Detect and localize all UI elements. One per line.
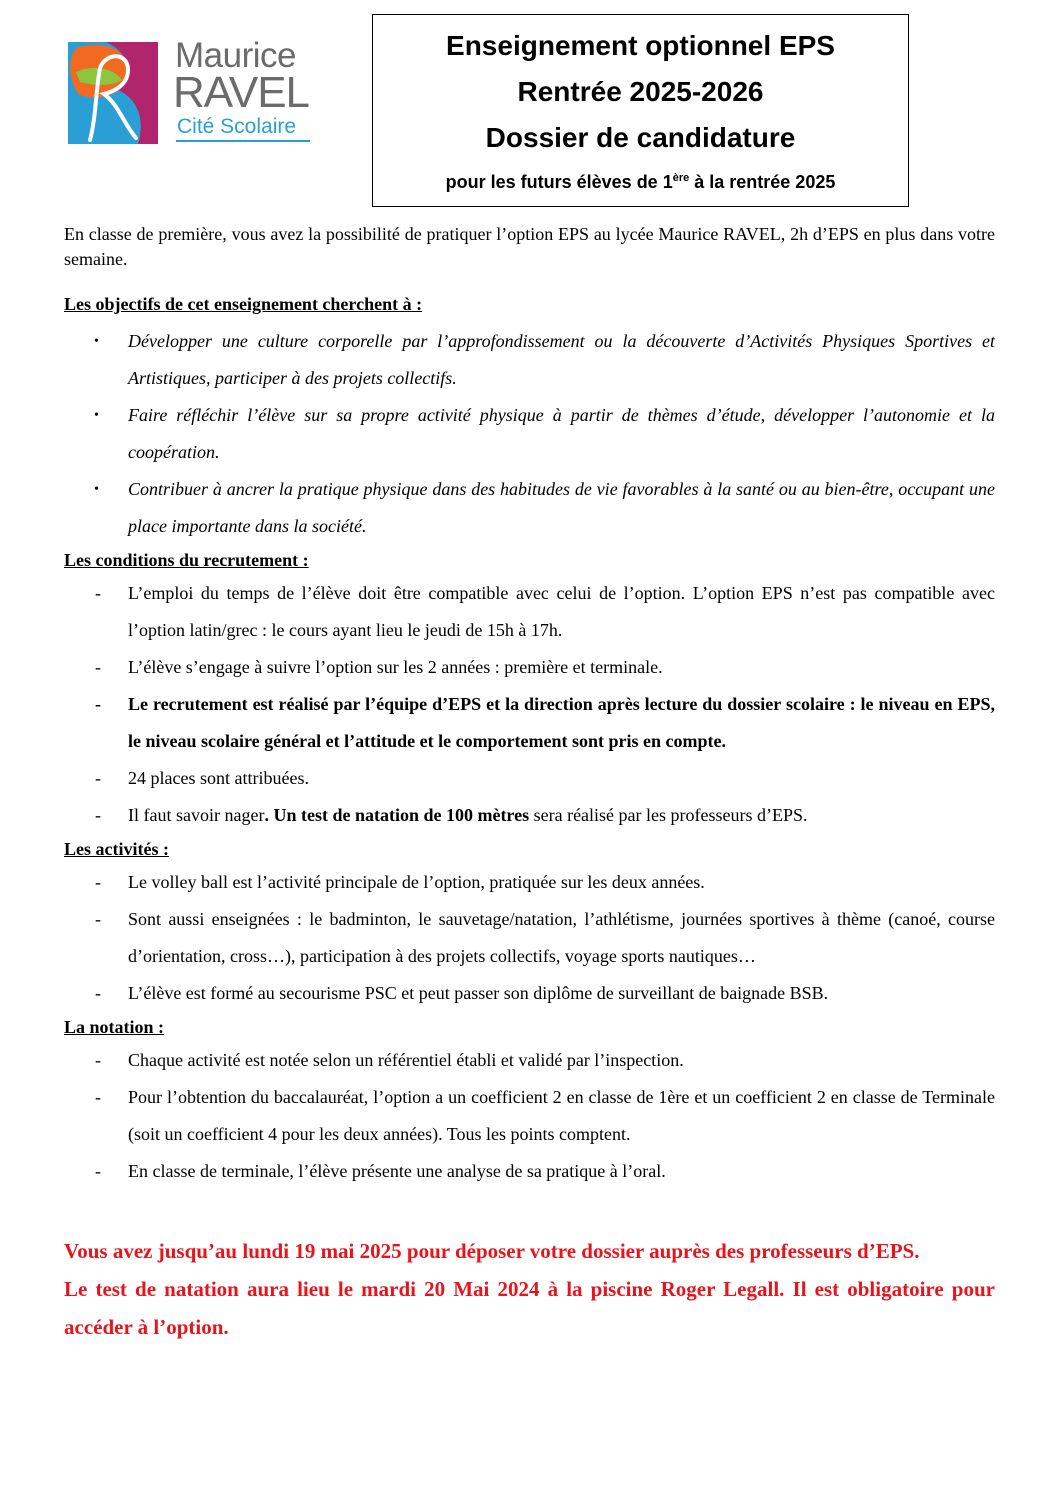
dash-marker: - bbox=[95, 657, 101, 677]
recruitment-text: Il faut savoir nager bbox=[128, 805, 265, 825]
recruitment-item bbox=[64, 649, 995, 686]
recruitment-text: 24 places sont attribuées. bbox=[128, 768, 309, 788]
grading-list bbox=[64, 1042, 995, 1190]
title-box bbox=[372, 14, 909, 207]
recruitment-text: sera réalisé par les professeurs d’EPS. bbox=[529, 805, 808, 825]
recruitment-text-bold: . Un test de natation de 100 mètres bbox=[264, 805, 530, 825]
activity-text: L’élève est formé au secourisme PSC et peut passer son diplôme de surveillant de baignade BSB. bbox=[128, 983, 829, 1003]
activities-list bbox=[64, 864, 995, 1012]
title-subtitle bbox=[373, 163, 908, 197]
objectives-heading: Les objectifs de cet enseignement cherchent à : bbox=[64, 294, 423, 314]
dash-marker: - bbox=[95, 768, 101, 788]
dash-marker: - bbox=[95, 1161, 101, 1181]
activity-text: Le volley ball est l’activité principale de l’option, pratiquée sur les deux années. bbox=[128, 872, 705, 892]
dash-marker: - bbox=[95, 1087, 101, 1107]
document-body bbox=[64, 222, 995, 1346]
dash-marker: - bbox=[95, 583, 101, 603]
dash-marker: - bbox=[95, 909, 101, 929]
objective-text: Contribuer à ancrer la pratique physique dans des habitudes de vie favorables à la santé ou au bien-être, occupant une place importante dans la société. bbox=[128, 479, 995, 536]
activity-item bbox=[64, 975, 995, 1012]
grading-text: Pour l’obtention du baccalauréat, l’option a un coefficient 2 en classe de 1ère et un coefficient 2 en classe de Terminale (soit un coefficient 4 pour les deux années). Tous les points comptent. bbox=[128, 1087, 995, 1144]
grading-heading: La notation : bbox=[64, 1017, 165, 1037]
title-line-2: Rentrée 2025-2026 bbox=[517, 76, 764, 107]
grading-item bbox=[64, 1153, 995, 1190]
objective-item bbox=[64, 397, 995, 471]
title-subtitle-start: pour les futurs élèves de 1 bbox=[445, 172, 673, 192]
activity-item bbox=[64, 901, 995, 975]
recruitment-list bbox=[64, 575, 995, 834]
dash-marker: - bbox=[95, 694, 101, 714]
recruitment-item bbox=[64, 797, 995, 834]
bullet-marker: • bbox=[94, 482, 99, 497]
recruitment-item bbox=[64, 760, 995, 797]
dash-marker: - bbox=[95, 1050, 101, 1070]
dash-marker: - bbox=[95, 872, 101, 892]
logo-underline bbox=[176, 140, 310, 142]
dash-marker: - bbox=[95, 983, 101, 1003]
intro-paragraph: En classe de première, vous avez la possibilité de pratiquer l’option EPS au lycée Maurice RAVEL, 2h d’EPS en plus dans votre semaine. bbox=[64, 224, 995, 269]
dash-marker: - bbox=[95, 805, 101, 825]
objective-item bbox=[64, 471, 995, 545]
objective-text: Développer une culture corporelle par l’approfondissement ou la découverte d’Activités Physiques Sportives et Artistiques, participer à des projets collectifs. bbox=[128, 331, 995, 388]
activity-item bbox=[64, 864, 995, 901]
school-logo bbox=[66, 38, 316, 148]
objectives-list bbox=[64, 323, 995, 545]
recruitment-item bbox=[64, 575, 995, 649]
title-line-3: Dossier de candidature bbox=[485, 122, 796, 153]
bullet-marker: • bbox=[94, 408, 99, 423]
grading-item bbox=[64, 1079, 995, 1153]
logo-word-maurice: Maurice bbox=[175, 36, 296, 75]
grading-text: Chaque activité est notée selon un référentiel établi et validé par l’inspection. bbox=[128, 1050, 684, 1070]
recruitment-heading: Les conditions du recrutement : bbox=[64, 550, 309, 570]
logo-word-ravel: RAVEL bbox=[173, 68, 310, 117]
recruitment-text: Le recrutement est réalisé par l’équipe d’EPS et la direction après lecture du dossier scolaire : le niveau en EPS, le niveau scolaire général et l’attitude et le comportement sont pris en compte. bbox=[128, 694, 995, 751]
recruitment-text: L’élève s’engage à suivre l’option sur les 2 années : première et terminale. bbox=[128, 657, 663, 677]
title-subtitle-superscript: ère bbox=[672, 172, 690, 184]
objective-text: Faire réfléchir l’élève sur sa propre activité physique à partir de thèmes d’étude, développer l’autonomie et la coopération. bbox=[128, 405, 995, 462]
grading-item bbox=[64, 1042, 995, 1079]
swim-test-notice: Le test de natation aura lieu le mardi 20 Mai 2024 à la piscine Roger Legall. Il est obligatoire pour accéder à l’option. bbox=[64, 1277, 995, 1339]
logo-word-cite-scolaire: Cité Scolaire bbox=[177, 115, 297, 138]
school-logo-mark bbox=[66, 38, 166, 148]
activity-text: Sont aussi enseignées : le badminton, le sauvetage/natation, l’athlétisme, journées sportives à thème (canoé, course d’orientation, cross…), participation à des projets collectifs, voyage sports nautiques… bbox=[128, 909, 995, 966]
activities-heading: Les activités : bbox=[64, 839, 169, 859]
title-line-1: Enseignement optionnel EPS bbox=[446, 30, 835, 61]
title-subtitle-end: à la rentrée 2025 bbox=[689, 172, 836, 192]
objective-item bbox=[64, 323, 995, 397]
recruitment-item bbox=[64, 686, 995, 760]
bullet-marker: • bbox=[94, 334, 99, 349]
deadline-notice: Vous avez jusqu’au lundi 19 mai 2025 pour déposer votre dossier auprès des professeurs d’EPS. bbox=[64, 1239, 920, 1263]
grading-text: En classe de terminale, l’élève présente une analyse de sa pratique à l’oral. bbox=[128, 1161, 666, 1181]
recruitment-text: L’emploi du temps de l’élève doit être compatible avec celui de l’option. L’option EPS n’est pas compatible avec l’option latin/grec : le cours ayant lieu le jeudi de 15h à 17h. bbox=[128, 583, 995, 640]
